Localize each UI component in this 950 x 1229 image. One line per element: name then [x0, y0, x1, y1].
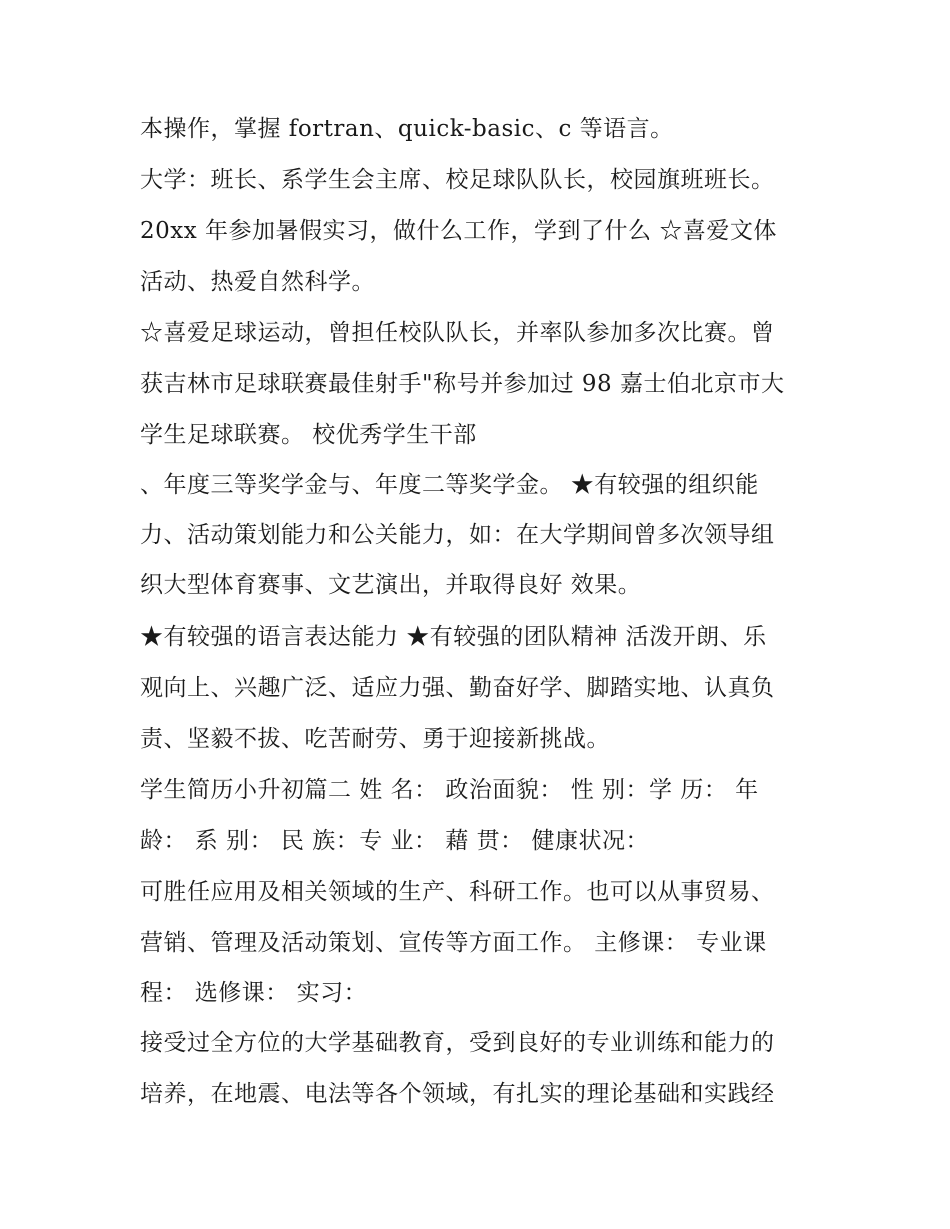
text-line: 、年度三等奖学金与、年度二等奖学金。 ★有较强的组织能 [140, 472, 759, 498]
text-line: 可胜任应用及相关领域的生产、科研工作。也可以从事贸易、 [140, 879, 775, 905]
text-line: 活动、热爱自然科学。 [140, 269, 375, 295]
text-line: 培养，在地震、电法等各个领域，有扎实的理论基础和实践经 [140, 1081, 775, 1107]
text-line: 大学：班长、系学生会主席、校足球队队长，校园旗班班长。 [140, 167, 775, 193]
text-line: 程： 选修课： 实习： [140, 980, 368, 1006]
text-line: 责、坚毅不拔、吃苦耐劳、勇于迎接新挑战。 [140, 726, 610, 752]
text-line: ☆喜爱足球运动，曾担任校队队长，并率队参加多次比赛。曾 [140, 320, 775, 346]
text-line: 本操作，掌握 fortran、quick-basic、c 等语言。 [140, 116, 674, 142]
text-line: ★有较强的语言表达能力 ★有较强的团队精神 活泼开朗、乐 [140, 624, 767, 650]
text-line: 获吉林市足球联赛最佳射手"称号并参加过 98 嘉士伯北京市大 [140, 371, 785, 397]
text-line: 力、活动策划能力和公关能力，如：在大学期间曾多次领导组 [140, 522, 775, 548]
text-line: 织大型体育赛事、文艺演出，并取得良好 效果。 [140, 572, 642, 598]
text-line: 龄： 系 别： 民 族：专 业： 藉 贯： 健康状况： [140, 828, 649, 854]
text-line: 学生简历小升初篇二 姓 名： 政治面貌： 性 别：学 历： 年 [140, 777, 759, 803]
text-line: 观向上、兴趣广泛、适应力强、勤奋好学、脚踏实地、认真负 [140, 675, 775, 701]
text-line: 学生足球联赛。 校优秀学生干部 [140, 422, 477, 448]
text-line: 20xx 年参加暑假实习，做什么工作，学到了什么 ☆喜爱文体 [140, 218, 777, 244]
text-line: 营销、管理及活动策划、宣传等方面工作。 主修课： 专业课 [140, 930, 767, 956]
text-line: 接受过全方位的大学基础教育，受到良好的专业训练和能力的 [140, 1030, 775, 1056]
